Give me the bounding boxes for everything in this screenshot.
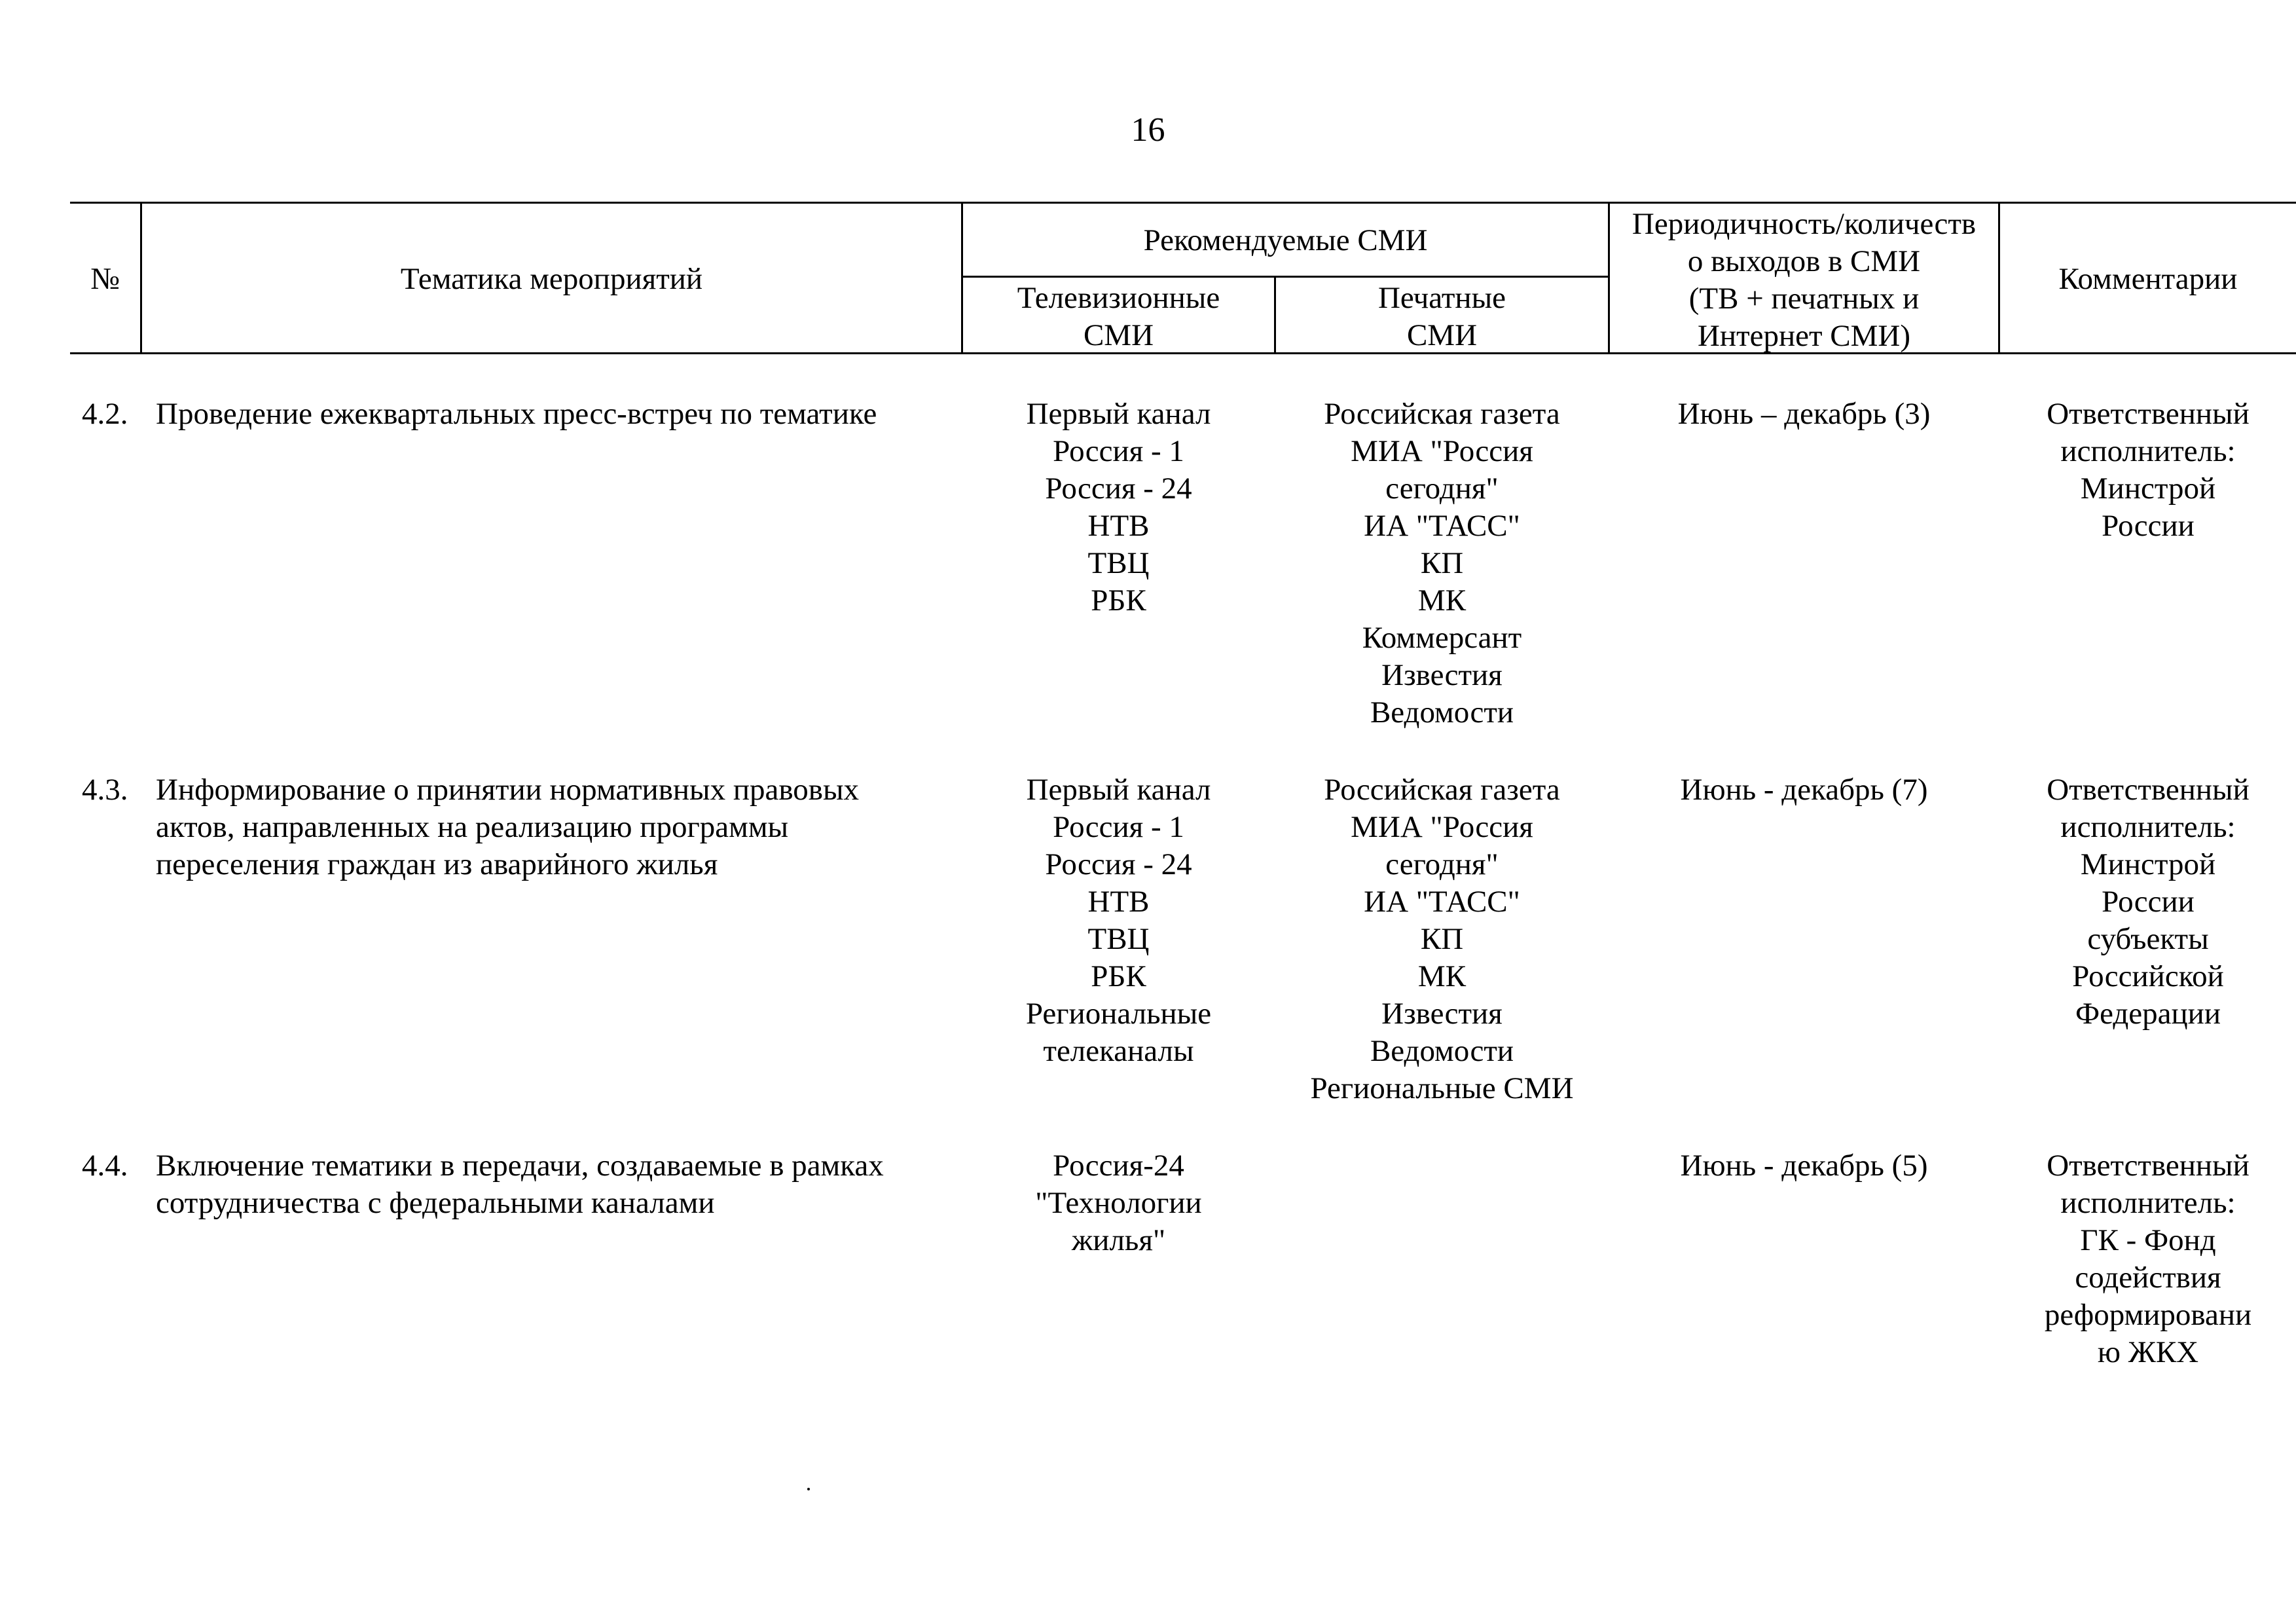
row-periodicity: Июнь - декабрь (5) bbox=[1680, 1149, 1928, 1183]
row-comments: Ответственный исполнитель: Минстрой России субъекты Российской Федерации bbox=[2047, 773, 2250, 1031]
row-print-media: Российская газета МИА "Россия сегодня" ИА "ТАСС" КП МК Известия Ведомости Региональные СМИ bbox=[1310, 773, 1574, 1105]
row-periodicity: Июнь – декабрь (3) bbox=[1677, 397, 1931, 431]
header-num: № bbox=[90, 262, 120, 296]
row-number: 4.3. bbox=[82, 773, 128, 807]
row-number: 4.4. bbox=[82, 1149, 128, 1183]
header-comments: Комментарии bbox=[2058, 262, 2238, 296]
page-number: 16 bbox=[1131, 111, 1165, 149]
row-topic: Информирование о принятии нормативных правовых актов, направленных на реализацию программы переселения граждан из аварийного жилья bbox=[156, 773, 860, 881]
header-recommended-media: Рекомендуемые СМИ bbox=[1143, 223, 1428, 257]
scan-speck bbox=[807, 1488, 810, 1490]
row-topic: Включение тематики в передачи, создаваемые в рамках сотрудничества с федеральными каналами bbox=[156, 1149, 884, 1220]
recommended-media-divider bbox=[962, 276, 1609, 278]
row-number: 4.2. bbox=[82, 397, 128, 431]
row-periodicity: Июнь - декабрь (7) bbox=[1680, 773, 1928, 807]
row-topic: Проведение ежеквартальных пресс-встреч по тематике bbox=[156, 397, 877, 431]
row-comments: Ответственный исполнитель: ГК - Фонд содействия реформировани ю ЖКХ bbox=[2044, 1149, 2252, 1369]
row-tv-media: Первый канал Россия - 1 Россия - 24 НТВ ТВЦ РБК Региональные телеканалы bbox=[1025, 773, 1212, 1068]
header-print-media: Печатные СМИ bbox=[1377, 281, 1506, 352]
header-periodicity: Периодичность/количеств о выходов в СМИ (ТВ + печатных и Интернет СМИ) bbox=[1631, 207, 1977, 353]
header-topic: Тематика мероприятий bbox=[400, 262, 703, 296]
row-comments: Ответственный исполнитель: Минстрой России bbox=[2047, 397, 2250, 543]
row-tv-media: Россия-24 "Технологии жилья" bbox=[1035, 1149, 1202, 1257]
table-top-border bbox=[70, 202, 2296, 204]
header-tv-media: Телевизионные СМИ bbox=[1017, 281, 1220, 352]
row-tv-media: Первый канал Россия - 1 Россия - 24 НТВ ТВЦ РБК bbox=[1026, 397, 1211, 618]
row-print-media: Российская газета МИА "Россия сегодня" ИА "ТАСС" КП МК Коммерсант Известия Ведомости bbox=[1324, 397, 1560, 729]
